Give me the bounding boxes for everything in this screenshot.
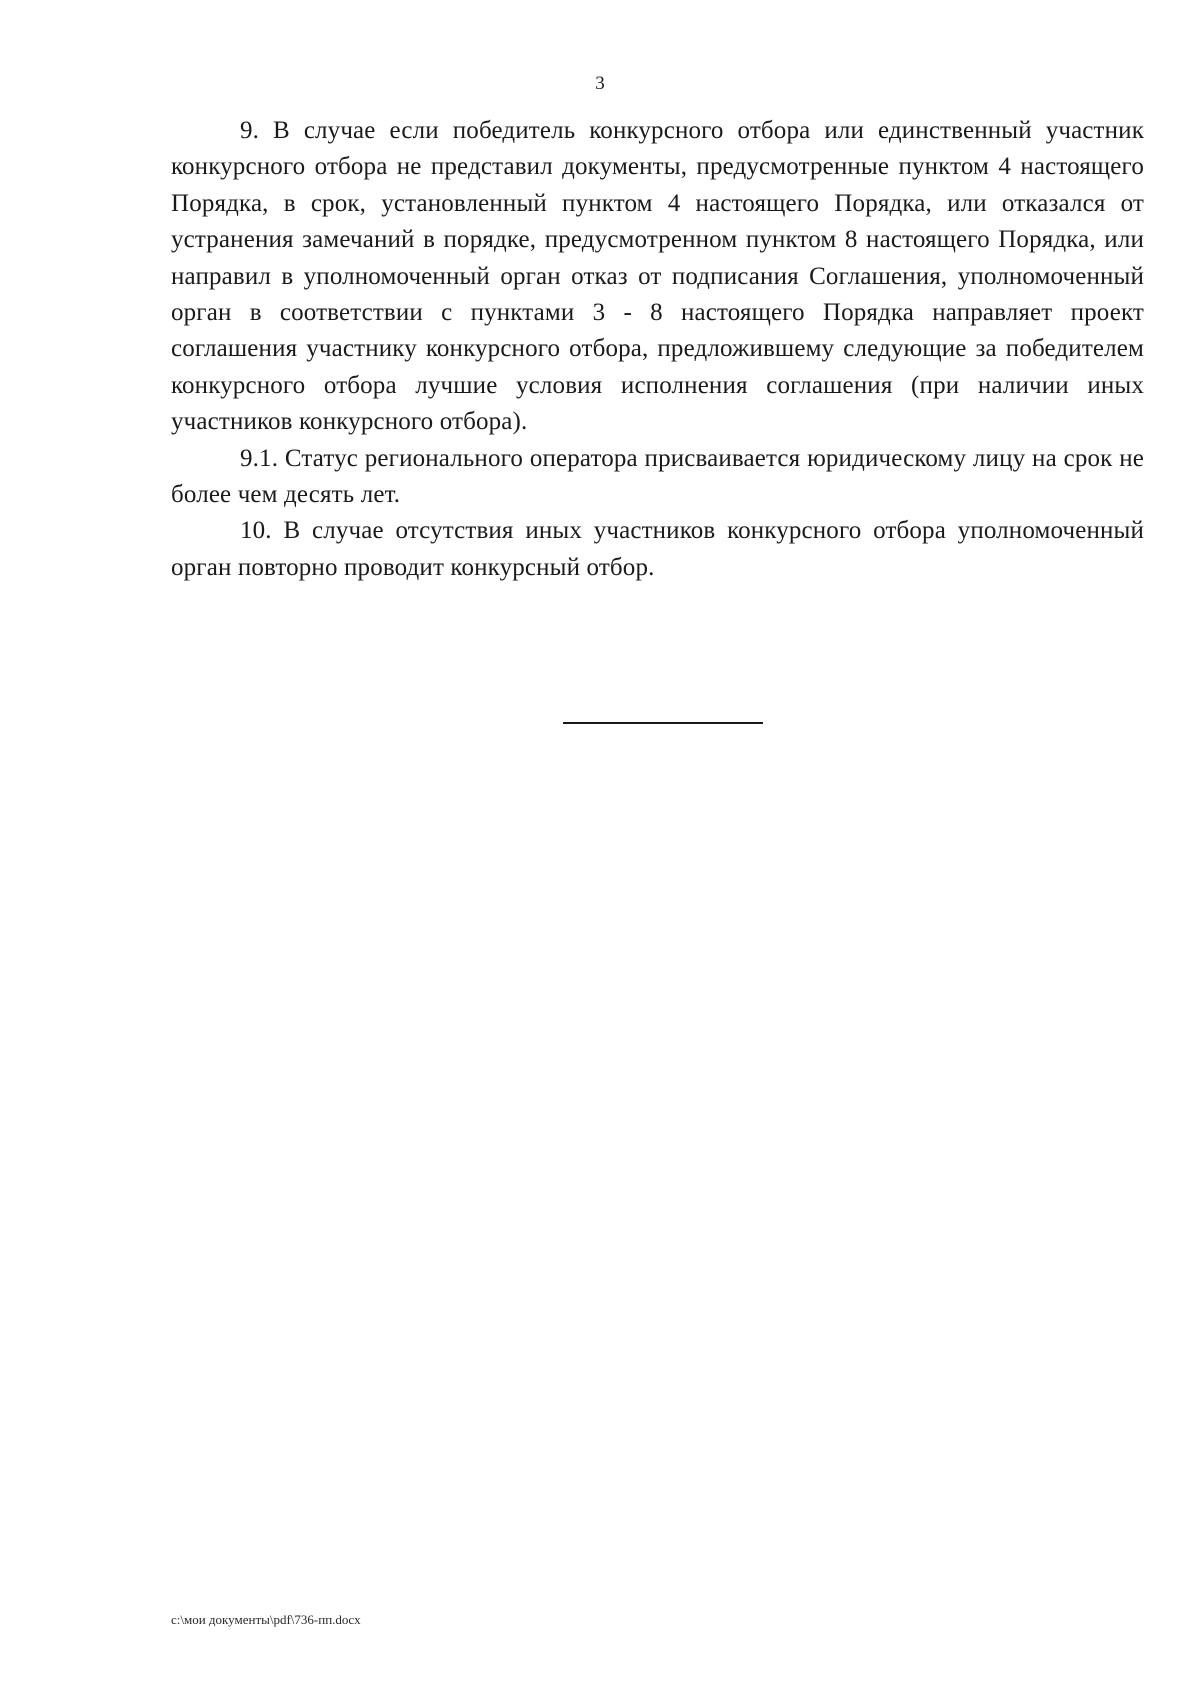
paragraph-10: 10. В случае отсутствия иных участников конкурсного отбора уполномоченный орган повторно проводит конкурсный отбор.: [171, 517, 1144, 581]
paragraph-9-1: 9.1. Статус регионального оператора присваивается юридическому лицу на срок не более чем десять лет.: [171, 444, 1144, 509]
document-body: [171, 113, 1144, 586]
paragraph-9: 9. В случае если победитель конкурсного отбора или единственный участник конкурсного отбора не представил документы, предусмотренные пунктом 4 настоящего Порядка, в срок, установленный пунктом 4 настоящего Порядка, или отказался от устранения замечаний в порядке, предусмотренном пунктом 8 настоящего Порядка, или направил в уполномоченный орган отказ от подписания Соглашения, уполномоченный орган в соответствии с пунктами 3 - 8 настоящего Порядка направляет проект соглашения участнику конкурсного отбора, предложившему следующие за победителем конкурсного отбора лучшие условия исполнения соглашения (при наличии иных участников конкурсного отбора).: [171, 117, 1144, 436]
end-divider-line: [563, 722, 763, 724]
page-number: 3: [595, 73, 605, 94]
footer-file-path: c:\мои документы\pdf\736-пп.docx: [171, 1612, 361, 1627]
